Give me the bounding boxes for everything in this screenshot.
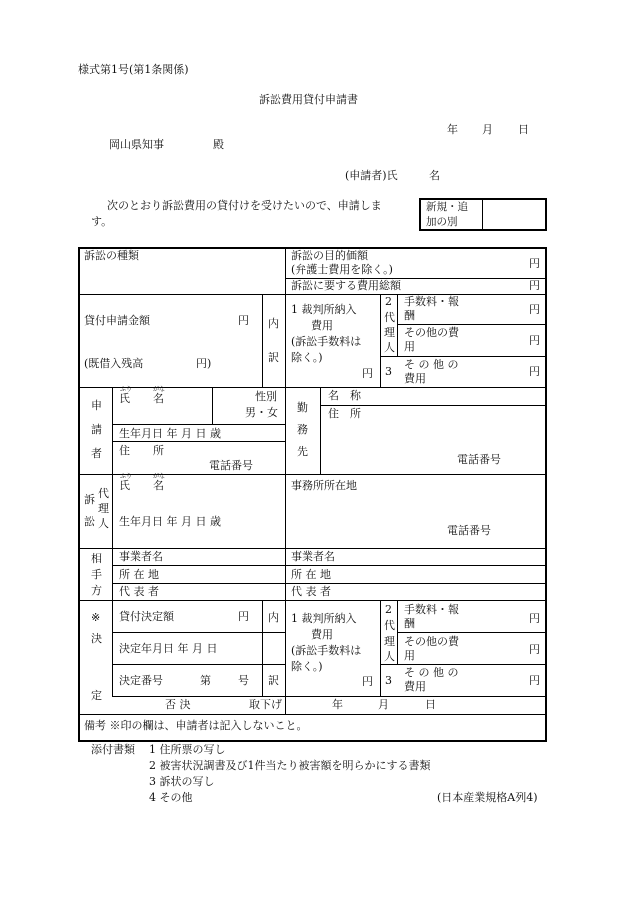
- col-line: [397, 600, 398, 664]
- row-line: [112, 441, 285, 442]
- sex-label: 性別: [255, 390, 277, 403]
- address-label-2: 所: [153, 444, 164, 457]
- lawyer-col-4: 理: [98, 502, 109, 515]
- row-line: [79, 714, 546, 715]
- other-fee-label-line2: 用: [404, 649, 415, 662]
- row-line: [112, 424, 285, 425]
- attachment-item: 2 被害状況調書及び1件当たり被害額を明らかにする書類: [149, 759, 431, 772]
- new-add-label-line1: 新規・追: [426, 201, 468, 213]
- breakdown-label-bottom: 訳: [268, 351, 279, 364]
- work-phone-label: 電話番号: [457, 453, 501, 466]
- lawyer-col-2: 代: [98, 487, 109, 500]
- court-fee-line4: 除く。): [291, 351, 323, 364]
- workplace-col-2: 務: [297, 423, 308, 436]
- row-line: [397, 632, 546, 633]
- addressee: 岡山県知事: [109, 138, 164, 151]
- attachment-item: 1 住所票の写し: [149, 743, 226, 756]
- row-line: [112, 696, 546, 697]
- lawyer-col-3: 訟: [84, 515, 95, 528]
- col-line: [397, 294, 398, 356]
- court-fee-line2: 費用: [311, 319, 333, 332]
- result-year: 年: [332, 698, 343, 711]
- target-value-label-line2: (弁護士費用を除く。): [291, 263, 393, 276]
- phone-label: 電話番号: [209, 459, 253, 472]
- yen-unit: 円: [529, 365, 540, 378]
- yen-unit: 円: [362, 675, 373, 688]
- furigana-shi: ふり: [120, 386, 133, 393]
- row-line: [79, 474, 546, 475]
- opponent-col-3: 方: [91, 584, 102, 597]
- loan-amount-label: 貸付申請金額: [84, 314, 150, 327]
- breakdown-label-top: 内: [268, 317, 279, 330]
- row-line: [112, 632, 285, 633]
- row-line: [380, 664, 546, 665]
- yen-unit: 円: [529, 257, 540, 270]
- new-add-input[interactable]: [484, 200, 545, 229]
- item-number-3: 3: [385, 674, 392, 687]
- address-label-1: 住: [119, 444, 130, 457]
- agent-label-1: 代: [384, 619, 395, 632]
- new-add-label-line2: 加の別: [426, 216, 458, 228]
- row-line: [112, 583, 546, 584]
- decision-col-3: 定: [91, 689, 102, 702]
- lawyer-phone-label: 電話番号: [447, 524, 491, 537]
- decision-number-unit: 第: [200, 674, 211, 687]
- total-cost-label: 訴訟に要する費用総額: [291, 279, 401, 292]
- court-fee-line1: 1 裁判所納入: [291, 303, 357, 316]
- court-fee-line3: (訴訟手数料は: [291, 335, 362, 348]
- target-value-label-line1: 訴訟の目的価額: [291, 249, 368, 262]
- furigana-mei: がな: [153, 386, 166, 393]
- other-fee-label-line2: 用: [404, 340, 415, 353]
- location-label: 所 在 地: [119, 568, 159, 581]
- opponent-col-1: 相: [91, 552, 102, 565]
- row-line: [112, 664, 285, 665]
- other-cost-label-line1: そ の 他 の: [404, 666, 459, 679]
- other-cost-label-line2: 費用: [404, 680, 426, 693]
- result-month: 月: [378, 698, 389, 711]
- yen-unit: 円: [529, 279, 540, 292]
- decision-number-suffix: 号: [238, 674, 249, 687]
- col-line: [380, 600, 381, 696]
- yen-unit: 円: [529, 643, 540, 656]
- agent-label-3: 人: [384, 341, 395, 354]
- work-name-label-2: 称: [350, 389, 361, 402]
- form-number: 様式第1号(第1条関係): [78, 63, 189, 76]
- yen-unit: 円: [529, 612, 540, 625]
- name-label-mei: 名: [153, 392, 164, 405]
- workplace-col-3: 先: [297, 445, 308, 458]
- agent-label-2: 理: [384, 635, 395, 648]
- applicant-col-1: 申: [91, 399, 102, 412]
- yen-unit: 円: [238, 314, 249, 327]
- fee-label-line1: 手数料・報: [404, 295, 459, 308]
- yen-unit: 円: [362, 367, 373, 380]
- office-address-label: 事務所所在地: [291, 479, 357, 492]
- work-address-label-2: 所: [350, 407, 361, 420]
- other-fee-label-line1: その他の費: [404, 326, 459, 339]
- birth-date-label: 生年月日 年 月 日 歳: [119, 427, 221, 440]
- representative-label-right: 代 表 者: [291, 585, 331, 598]
- col-line: [212, 387, 213, 424]
- fee-label-line1: 手数料・報: [404, 603, 459, 616]
- furigana-mei: がな: [153, 473, 166, 480]
- other-cost-label-line2: 費用: [404, 372, 426, 385]
- item-number-2: 2: [385, 295, 392, 308]
- withdraw-label: 取下げ: [249, 698, 282, 711]
- decision-col-1: ※: [91, 611, 101, 624]
- item-number-3: 3: [385, 365, 392, 378]
- new-add-divider: [482, 199, 483, 230]
- work-address-label-1: 住: [328, 407, 339, 420]
- paper-standard: (日本産業規格A列4): [437, 791, 538, 804]
- yen-unit: 円: [238, 610, 249, 623]
- col-line: [320, 387, 321, 474]
- row-line: [320, 405, 546, 406]
- row-line: [380, 356, 546, 357]
- attachment-item: 4 その他: [149, 791, 193, 804]
- location-label-right: 所 在 地: [291, 568, 331, 581]
- other-fee-label-line1: その他の費: [404, 635, 459, 648]
- yen-unit: 円: [529, 334, 540, 347]
- date-day: 日: [518, 123, 529, 136]
- loan-remaining-label: (既借入残高: [84, 357, 144, 370]
- applicant-col-2: 請: [91, 423, 102, 436]
- col-line: [262, 294, 263, 387]
- row-line: [79, 387, 546, 388]
- business-name-label: 事業者名: [119, 550, 163, 563]
- decision-col-2: 決: [91, 632, 102, 645]
- name-label-shi: 氏: [119, 392, 130, 405]
- lawyer-birth-date-label: 生年月日 年 月 日 歳: [119, 515, 221, 528]
- agent-label-1: 代: [384, 311, 395, 324]
- yen-unit: 円: [529, 674, 540, 687]
- yen-unit: 円: [529, 303, 540, 316]
- other-cost-label-line1: そ の 他 の: [404, 358, 459, 371]
- sex-options: 男・女: [245, 406, 278, 419]
- agent-label-2: 理: [384, 326, 395, 339]
- row-line: [397, 324, 546, 325]
- lawyer-col-5: 人: [98, 517, 109, 530]
- col-line: [380, 294, 381, 387]
- remarks-text: 備考 ※印の欄は、申請者は記入しないこと。: [84, 719, 308, 732]
- workplace-col-1: 勤: [297, 401, 308, 414]
- honorific: 殿: [213, 138, 224, 151]
- attachments-label: 添付書類: [91, 743, 135, 756]
- row-line: [79, 294, 546, 295]
- lawsuit-type-label: 訴訟の種類: [84, 249, 139, 262]
- document-title: 訴訟費用貸付申請書: [259, 93, 358, 106]
- work-name-label-1: 名: [328, 389, 339, 402]
- representative-label: 代 表 者: [119, 585, 159, 598]
- item-number-2: 2: [385, 603, 392, 616]
- breakdown-label-top: 内: [268, 611, 279, 624]
- row-line: [79, 548, 546, 549]
- agent-label-3: 人: [384, 650, 395, 663]
- result-day: 日: [425, 698, 436, 711]
- applicant-label: (申請者)氏: [345, 169, 398, 182]
- decision-number-label: 決定番号: [119, 674, 163, 687]
- lawyer-name-mei: 名: [153, 479, 164, 492]
- fee-label-line2: 酬: [404, 617, 415, 630]
- court-fee-line2: 費用: [311, 628, 333, 641]
- court-fee-line4: 除く。): [291, 660, 323, 673]
- court-fee-line3: (訴訟手数料は: [291, 644, 362, 657]
- date-year: 年: [447, 123, 458, 136]
- decision-date-label: 決定年月日 年 月 日: [119, 642, 218, 655]
- date-month: 月: [482, 123, 493, 136]
- col-line: [285, 248, 286, 714]
- lawyer-name-shi: 氏: [119, 479, 130, 492]
- col-line: [112, 387, 113, 696]
- applicant-name-label: 名: [429, 169, 440, 182]
- furigana-shi: ふり: [120, 473, 133, 480]
- reject-label: 否 決: [165, 698, 191, 711]
- applicant-col-3: 者: [91, 447, 102, 460]
- decision-amount-label: 貸付決定額: [119, 610, 174, 623]
- lawyer-col-1: 訴: [84, 493, 95, 506]
- col-line: [262, 600, 263, 696]
- breakdown-label-bottom: 訳: [268, 674, 279, 687]
- loan-remaining-yen: 円): [196, 357, 212, 370]
- court-fee-line1: 1 裁判所納入: [291, 612, 357, 625]
- intro-text-line2: す。: [91, 215, 113, 228]
- intro-text-line1: 次のとおり訴訟費用の貸付けを受けたいので、申請しま: [107, 199, 382, 212]
- fee-label-line2: 酬: [404, 309, 415, 322]
- row-line: [112, 565, 546, 566]
- business-name-label-right: 事業者名: [291, 550, 335, 563]
- attachment-item: 3 訴状の写し: [149, 775, 215, 788]
- opponent-col-2: 手: [91, 568, 102, 581]
- row-line: [79, 600, 546, 601]
